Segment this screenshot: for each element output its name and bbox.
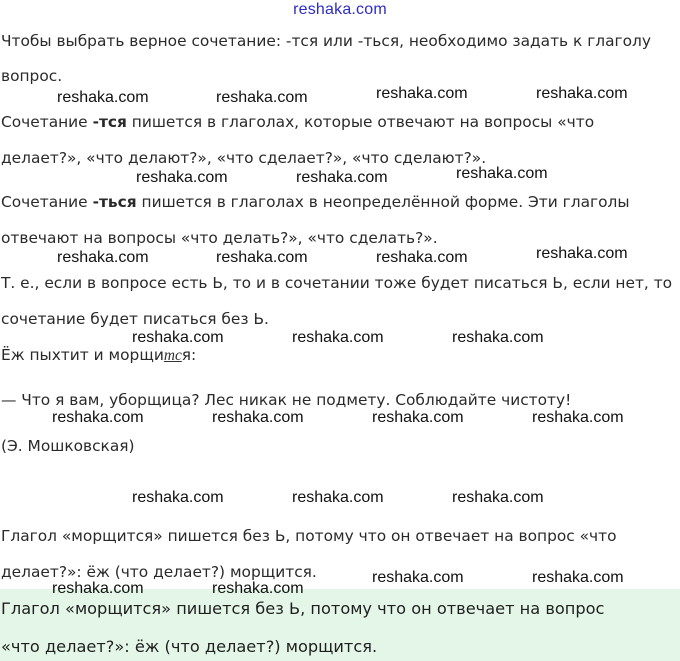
watermark: reshaka.com bbox=[452, 489, 544, 506]
handwritten-ending: тс bbox=[163, 347, 182, 364]
paragraph-3-line-1 bbox=[1, 192, 630, 212]
poem-prefix: Ёж пыхтит и морщи bbox=[1, 346, 164, 364]
watermark: reshaka.com bbox=[52, 409, 144, 426]
watermark: reshaka.com bbox=[292, 489, 384, 506]
watermark: reshaka.com bbox=[452, 329, 544, 346]
paragraph-3-prefix: Сочетание bbox=[1, 193, 93, 211]
watermark: reshaka.com bbox=[296, 169, 388, 186]
watermark: reshaka.com bbox=[57, 249, 149, 266]
watermark: reshaka.com bbox=[536, 85, 628, 102]
answer-line-2: «что делает?»: ёж (что делает?) морщится. bbox=[1, 637, 378, 656]
paragraph-2-prefix: Сочетание bbox=[1, 113, 93, 131]
paragraph-2-line-2: делает?», «что делают?», «что сделает?», «что сделают?». bbox=[1, 149, 487, 167]
paragraph-3-rest: пишется в глаголах в неопределённой форме. Эти глаголы bbox=[136, 193, 630, 211]
watermark: reshaka.com bbox=[216, 249, 308, 266]
paragraph-4-line-1: Т. е., если в вопросе есть Ь, то и в сочетании тоже будет писаться Ь, если нет, то bbox=[1, 274, 673, 292]
answer-box bbox=[0, 589, 680, 661]
watermark: reshaka.com bbox=[136, 169, 228, 186]
watermark: reshaka.com bbox=[292, 329, 384, 346]
watermark: reshaka.com bbox=[216, 89, 308, 106]
watermark: reshaka.com bbox=[456, 165, 548, 182]
paragraph-1-line-1: Чтобы выбрать верное сочетание: -тся или -ться, необходимо задать к глаголу bbox=[1, 32, 651, 50]
watermark: reshaka.com bbox=[376, 249, 468, 266]
ending-tsya: -тся bbox=[92, 113, 127, 131]
site-title[interactable]: reshaka.com bbox=[293, 1, 387, 18]
watermark: reshaka.com bbox=[372, 569, 464, 586]
paragraph-3-line-2: отвечают на вопросы «что делать?», «что сделать?». bbox=[1, 229, 438, 247]
watermark: reshaka.com bbox=[52, 580, 144, 597]
poem-line bbox=[1, 345, 196, 366]
quote-line: — Что я вам, уборщица? Лес никак не подмету. Соблюдайте чистоту! bbox=[1, 391, 572, 409]
paragraph-4-line-2: сочетание будет писаться без Ь. bbox=[1, 310, 269, 328]
explanation-line-2: делает?»: ёж (что делает?) морщится. bbox=[1, 563, 317, 581]
watermark: reshaka.com bbox=[132, 489, 224, 506]
paragraph-2-line-1 bbox=[1, 112, 594, 132]
watermark: reshaka.com bbox=[376, 85, 468, 102]
answer-line-1: Глагол «морщится» пишется без Ь, потому что он отвечает на вопрос bbox=[1, 599, 605, 618]
author-line: (Э. Мошковская) bbox=[1, 437, 135, 455]
poem-suffix: я: bbox=[181, 346, 197, 364]
watermark: reshaka.com bbox=[212, 580, 304, 597]
paragraph-2-rest: пишется в глаголах, которые отвечают на вопросы «что bbox=[126, 113, 595, 131]
paragraph-1-line-2: вопрос. bbox=[1, 67, 63, 85]
watermark: reshaka.com bbox=[132, 329, 224, 346]
watermark: reshaka.com bbox=[536, 245, 628, 262]
watermark: reshaka.com bbox=[212, 409, 304, 426]
explanation-line-1: Глагол «морщится» пишется без Ь, потому что он отвечает на вопрос «что bbox=[1, 527, 617, 545]
watermark: reshaka.com bbox=[372, 409, 464, 426]
watermark: reshaka.com bbox=[532, 569, 624, 586]
watermark: reshaka.com bbox=[57, 89, 149, 106]
ending-tsya-soft: -ться bbox=[92, 193, 137, 211]
watermark: reshaka.com bbox=[532, 409, 624, 426]
